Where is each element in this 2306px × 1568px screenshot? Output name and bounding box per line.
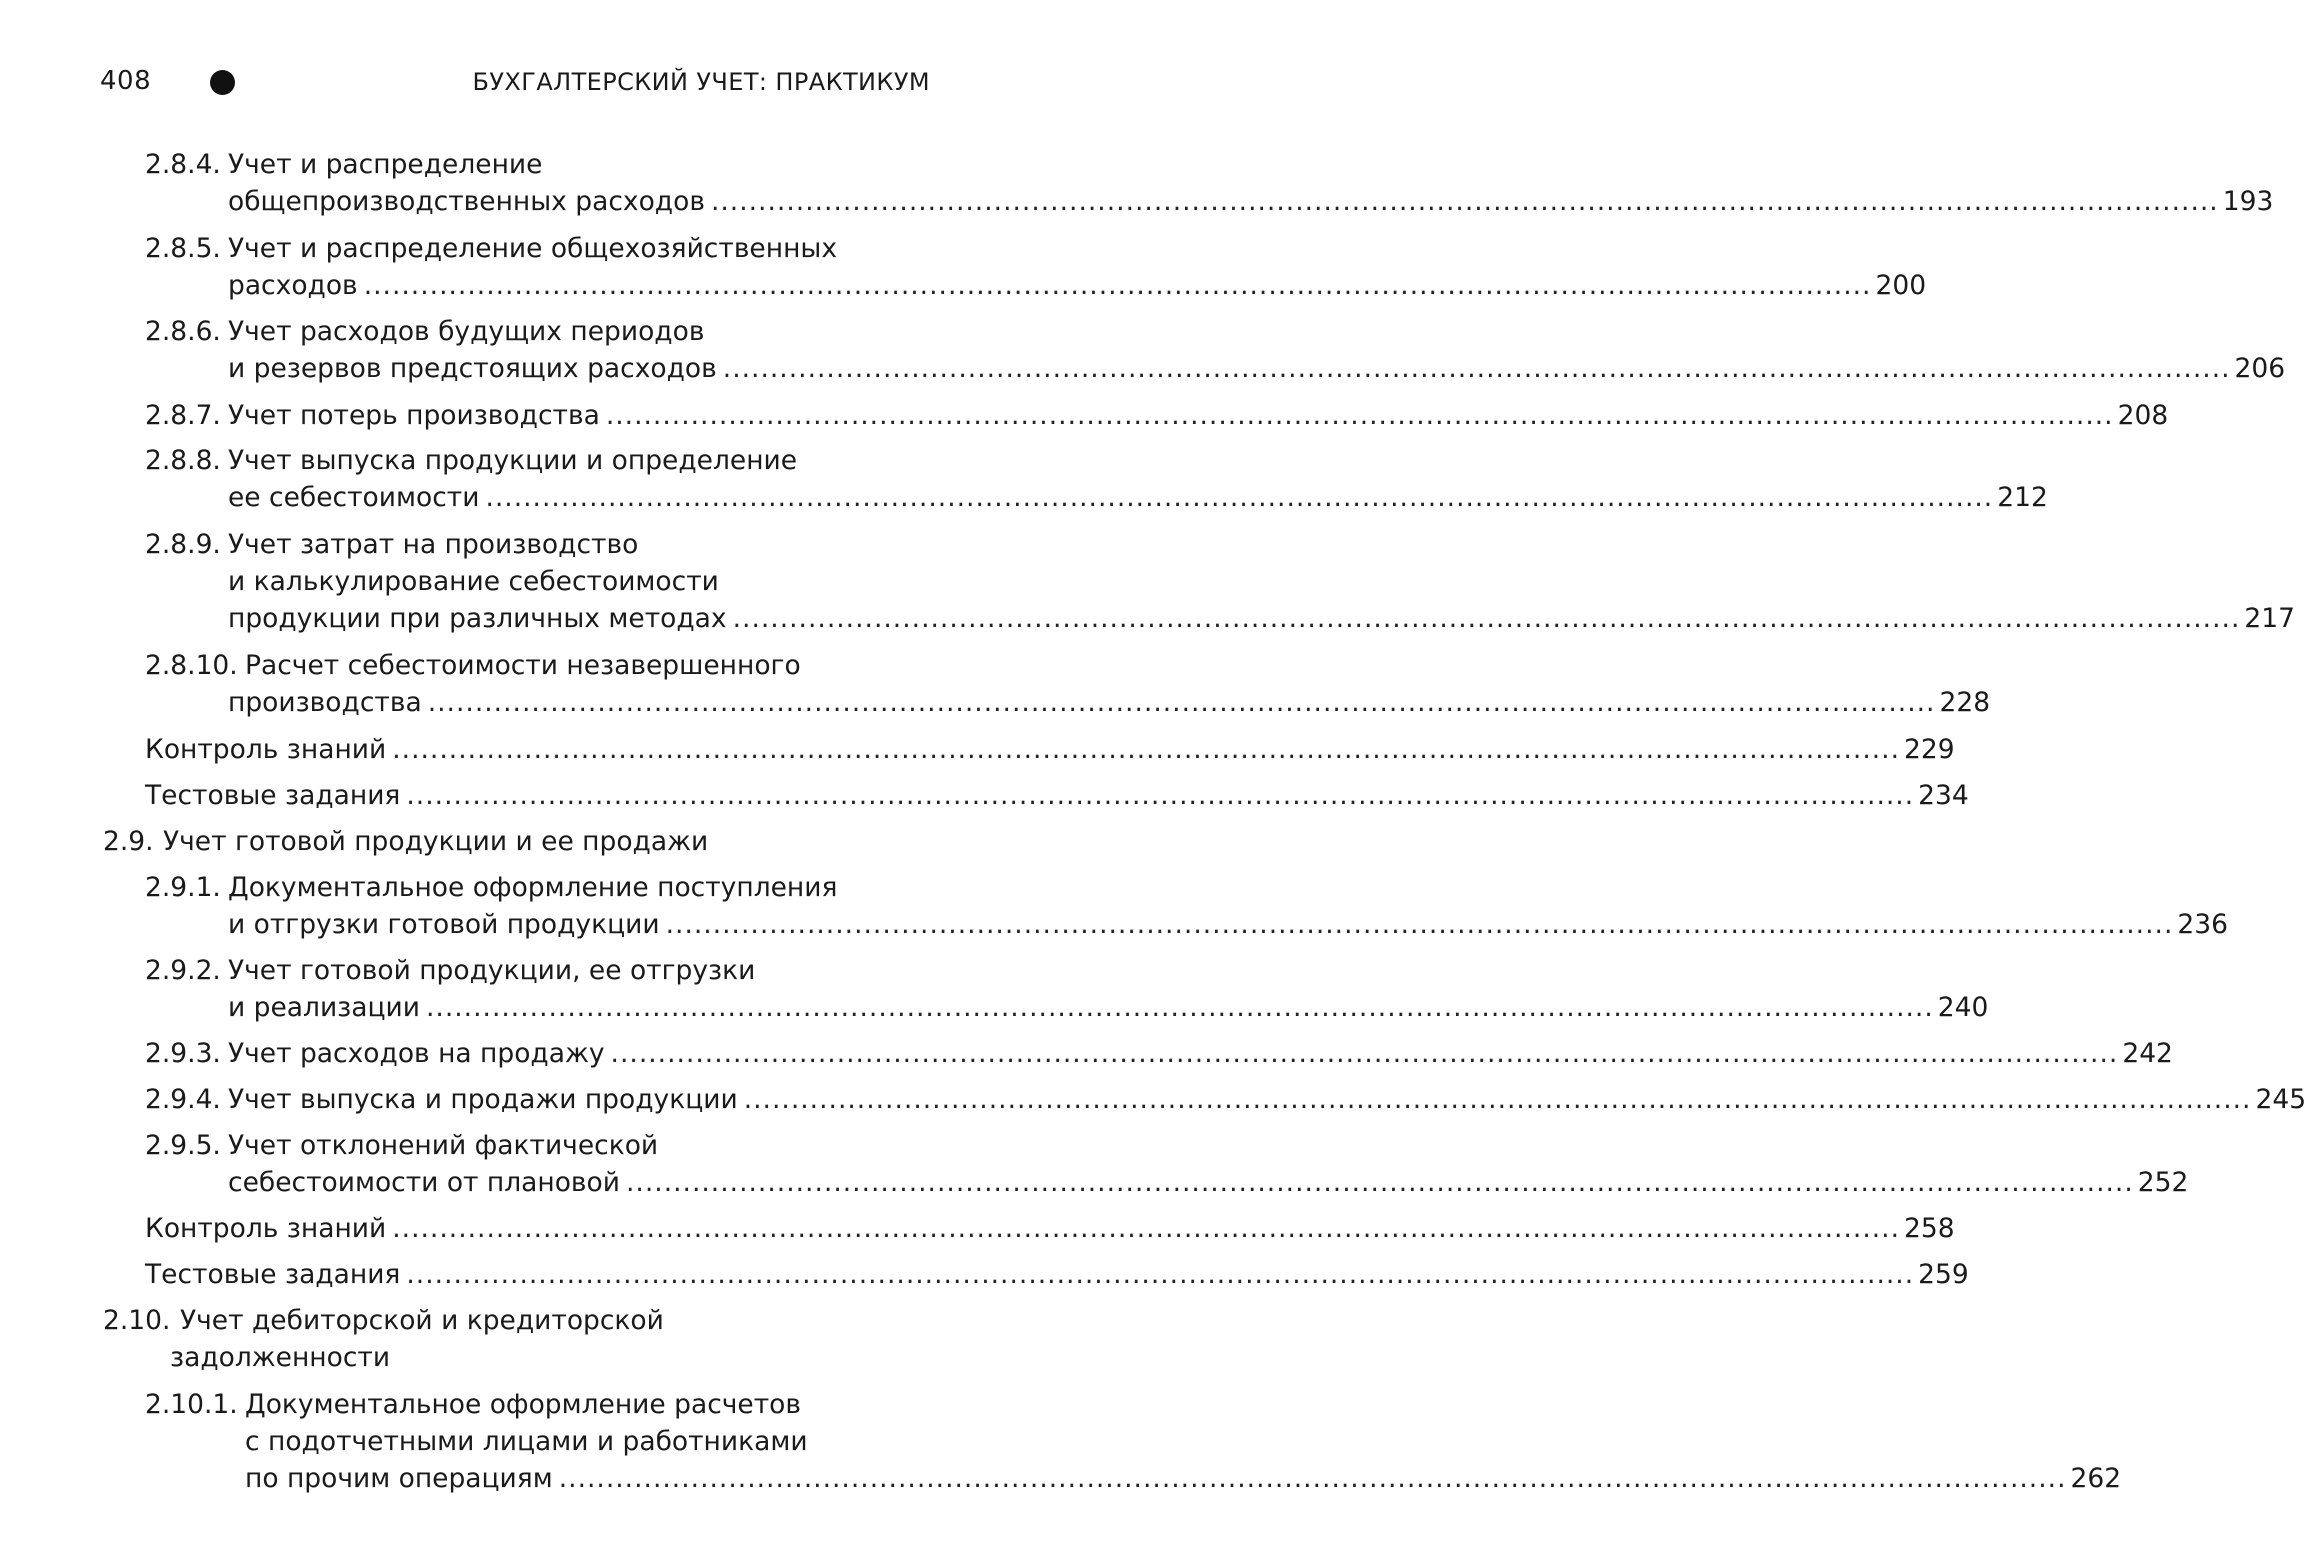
toc-entry-title: Учет готовой продукции и ее продажи: [163, 826, 709, 857]
toc-entry-line: [228, 1164, 2189, 1201]
toc-entry-line: [228, 1035, 2173, 1072]
toc-entry-line: [228, 989, 1989, 1026]
dot-leader: ................................................................................................................................................................: [427, 687, 1936, 718]
toc-entry-title: Учет выпуска продукции и определение: [228, 445, 798, 476]
toc-entry-line: [228, 906, 2228, 943]
toc-entry-number: 2.9.2.: [145, 955, 221, 986]
toc-entry-title: задолженности: [170, 1342, 391, 1373]
toc-entry-page: 234: [1918, 780, 1969, 811]
toc-entry-line: [245, 1423, 808, 1460]
toc-entry-line: [228, 397, 2169, 434]
toc-entry-title: Учет дебиторской и кредиторской: [180, 1305, 664, 1336]
toc-entry-line: [163, 823, 708, 860]
toc-entry-line: [228, 869, 837, 906]
toc-entry-page: 236: [2177, 909, 2228, 940]
toc-entry-title: производства: [228, 687, 422, 718]
bullet-icon: [210, 70, 235, 95]
toc-entry-title: Учет расходов будущих периодов: [228, 316, 705, 347]
toc-entry-page: 208: [2117, 400, 2169, 431]
toc-entry-page: 228: [1939, 687, 1991, 718]
toc-entry-line: [228, 600, 2295, 637]
toc-entry-title: Тестовые задания: [145, 780, 401, 811]
toc-entry-title: Расчет себестоимости незавершенного: [245, 650, 801, 681]
toc-entry-title: по прочим операциям: [245, 1463, 553, 1494]
toc-entry-number: 2.8.9.: [145, 529, 221, 560]
toc-entry-title: себестоимости от плановой: [228, 1167, 620, 1198]
toc-entry-title: Учет готовой продукции, ее отгрузки: [228, 955, 756, 986]
toc-entry-title: Контроль знаний: [145, 734, 387, 765]
toc-entry-line: [228, 183, 2274, 220]
toc-entry-page: 262: [2070, 1463, 2122, 1494]
dot-leader: ................................................................................................................................................................: [605, 400, 2114, 431]
toc-entry-title: ее себестоимости: [228, 482, 480, 513]
toc-entry-number: 2.10.: [103, 1305, 171, 1336]
toc-entry-number: 2.8.7.: [145, 400, 221, 431]
dot-leader: ................................................................................................................................................................: [425, 992, 1934, 1023]
toc-entry-line: [245, 1460, 2122, 1497]
toc-entry-title: Учет затрат на производство: [228, 529, 639, 560]
toc-entry-page: 242: [2122, 1038, 2173, 1069]
toc-entry-number: 2.9.4.: [145, 1084, 221, 1115]
toc-entry-title: и реализации: [228, 992, 420, 1023]
toc-entry-title: и калькулирование себестоимости: [228, 566, 719, 597]
dot-leader: ................................................................................................................................................................: [722, 353, 2231, 384]
toc-entry-line: [228, 230, 837, 267]
toc-entry-title: Учет и распределение общехозяйственных: [228, 233, 837, 264]
dot-leader: ................................................................................................................................................................: [710, 186, 2219, 217]
toc-entry-line: [228, 684, 1991, 721]
toc-entry-number: 2.9.5.: [145, 1130, 221, 1161]
toc-entry-page: 252: [2137, 1167, 2189, 1198]
running-title: БУХГАЛТЕРСКИЙ УЧЕТ: ПРАКТИКУМ: [472, 68, 930, 96]
toc-entry-number: 2.8.4.: [145, 149, 221, 180]
toc-entry-title: общепроизводственных расходов: [228, 186, 705, 217]
toc-entry-page: 245: [2255, 1084, 2306, 1115]
toc-entry-line: [180, 1302, 664, 1339]
toc-entry-title: Учет и распределение: [228, 149, 543, 180]
toc-entry-number: 2.10.1.: [145, 1389, 238, 1420]
dot-leader: ................................................................................................................................................................: [558, 1463, 2067, 1494]
toc-entry-title: Документальное оформление расчетов: [245, 1389, 801, 1420]
toc-entry-page: 258: [1904, 1213, 1955, 1244]
dot-leader: ................................................................................................................................................................: [626, 1167, 2134, 1198]
toc-entry-line: [228, 479, 2048, 516]
dot-leader: ................................................................................................................................................................: [392, 1213, 1901, 1244]
toc-entry-line: [228, 267, 1927, 304]
toc-entry-title: Учет выпуска и продажи продукции: [228, 1084, 738, 1115]
toc-entry-number: 2.8.5.: [145, 233, 221, 264]
toc-entry-line: [228, 563, 719, 600]
toc-entry-page: 200: [1875, 270, 1927, 301]
toc-entry-page: 206: [2234, 353, 2286, 384]
dot-leader: ................................................................................................................................................................: [743, 1084, 2252, 1115]
toc-entry-page: 212: [1997, 482, 2048, 513]
dot-leader: ................................................................................................................................................................: [406, 780, 1915, 811]
toc-entry-number: 2.9.1.: [145, 872, 221, 903]
toc-entry-line: [228, 442, 797, 479]
toc-entry-number: 2.8.10.: [145, 650, 238, 681]
toc-entry-line: [228, 1127, 658, 1164]
toc-entry-page: 240: [1937, 992, 1989, 1023]
toc-entry-page: 229: [1904, 734, 1955, 765]
toc-entry-line: [145, 777, 1969, 814]
toc-entry-title: с подотчетными лицами и работниками: [245, 1426, 808, 1457]
toc-entry-line: [145, 731, 1955, 768]
toc-entry-line: [228, 313, 704, 350]
toc-entry-line: [228, 350, 2286, 387]
toc-entry-title: Учет расходов на продажу: [228, 1038, 605, 1069]
toc-entry-title: продукции при различных методах: [228, 603, 727, 634]
toc-entry-title: Тестовые задания: [145, 1259, 401, 1290]
dot-leader: ................................................................................................................................................................: [610, 1038, 2119, 1069]
toc-entry-line: [228, 1081, 2306, 1118]
toc-entry-line: [145, 1210, 1955, 1247]
toc-entry-line: [228, 952, 755, 989]
dot-leader: ................................................................................................................................................................: [485, 482, 1994, 513]
toc-entry-line: [228, 146, 542, 183]
page-header: [0, 58, 1000, 106]
page-number: 408: [100, 66, 152, 96]
dot-leader: ................................................................................................................................................................: [392, 734, 1901, 765]
dot-leader: ................................................................................................................................................................: [363, 270, 1872, 301]
toc-entry-page: 259: [1918, 1259, 1969, 1290]
toc-entry-page: 217: [2244, 603, 2295, 634]
toc-entry-title: расходов: [228, 270, 358, 301]
toc-entry-line: [228, 526, 638, 563]
toc-entry-number: 2.9.3.: [145, 1038, 221, 1069]
dot-leader: ................................................................................................................................................................: [665, 909, 2174, 940]
toc-entry-number: 2.8.6.: [145, 316, 221, 347]
toc-entry-line: [170, 1339, 390, 1376]
toc-entry-title: и резервов предстоящих расходов: [228, 353, 717, 384]
toc-entry-title: Учет отклонений фактической: [228, 1130, 659, 1161]
toc-entry-line: [245, 1386, 801, 1423]
toc-entry-line: [245, 647, 801, 684]
toc-entry-page: 193: [2222, 186, 2274, 217]
toc-entry-title: и отгрузки готовой продукции: [228, 909, 660, 940]
toc-entry-number: 2.8.8.: [145, 445, 221, 476]
toc-entry-number: 2.9.: [103, 826, 154, 857]
toc-entry-title: Документальное оформление поступления: [228, 872, 838, 903]
dot-leader: ................................................................................................................................................................: [406, 1259, 1915, 1290]
dot-leader: ................................................................................................................................................................: [732, 603, 2241, 634]
toc-entry-title: Контроль знаний: [145, 1213, 387, 1244]
toc-entry-line: [145, 1256, 1969, 1293]
toc-entry-title: Учет потерь производства: [228, 400, 600, 431]
